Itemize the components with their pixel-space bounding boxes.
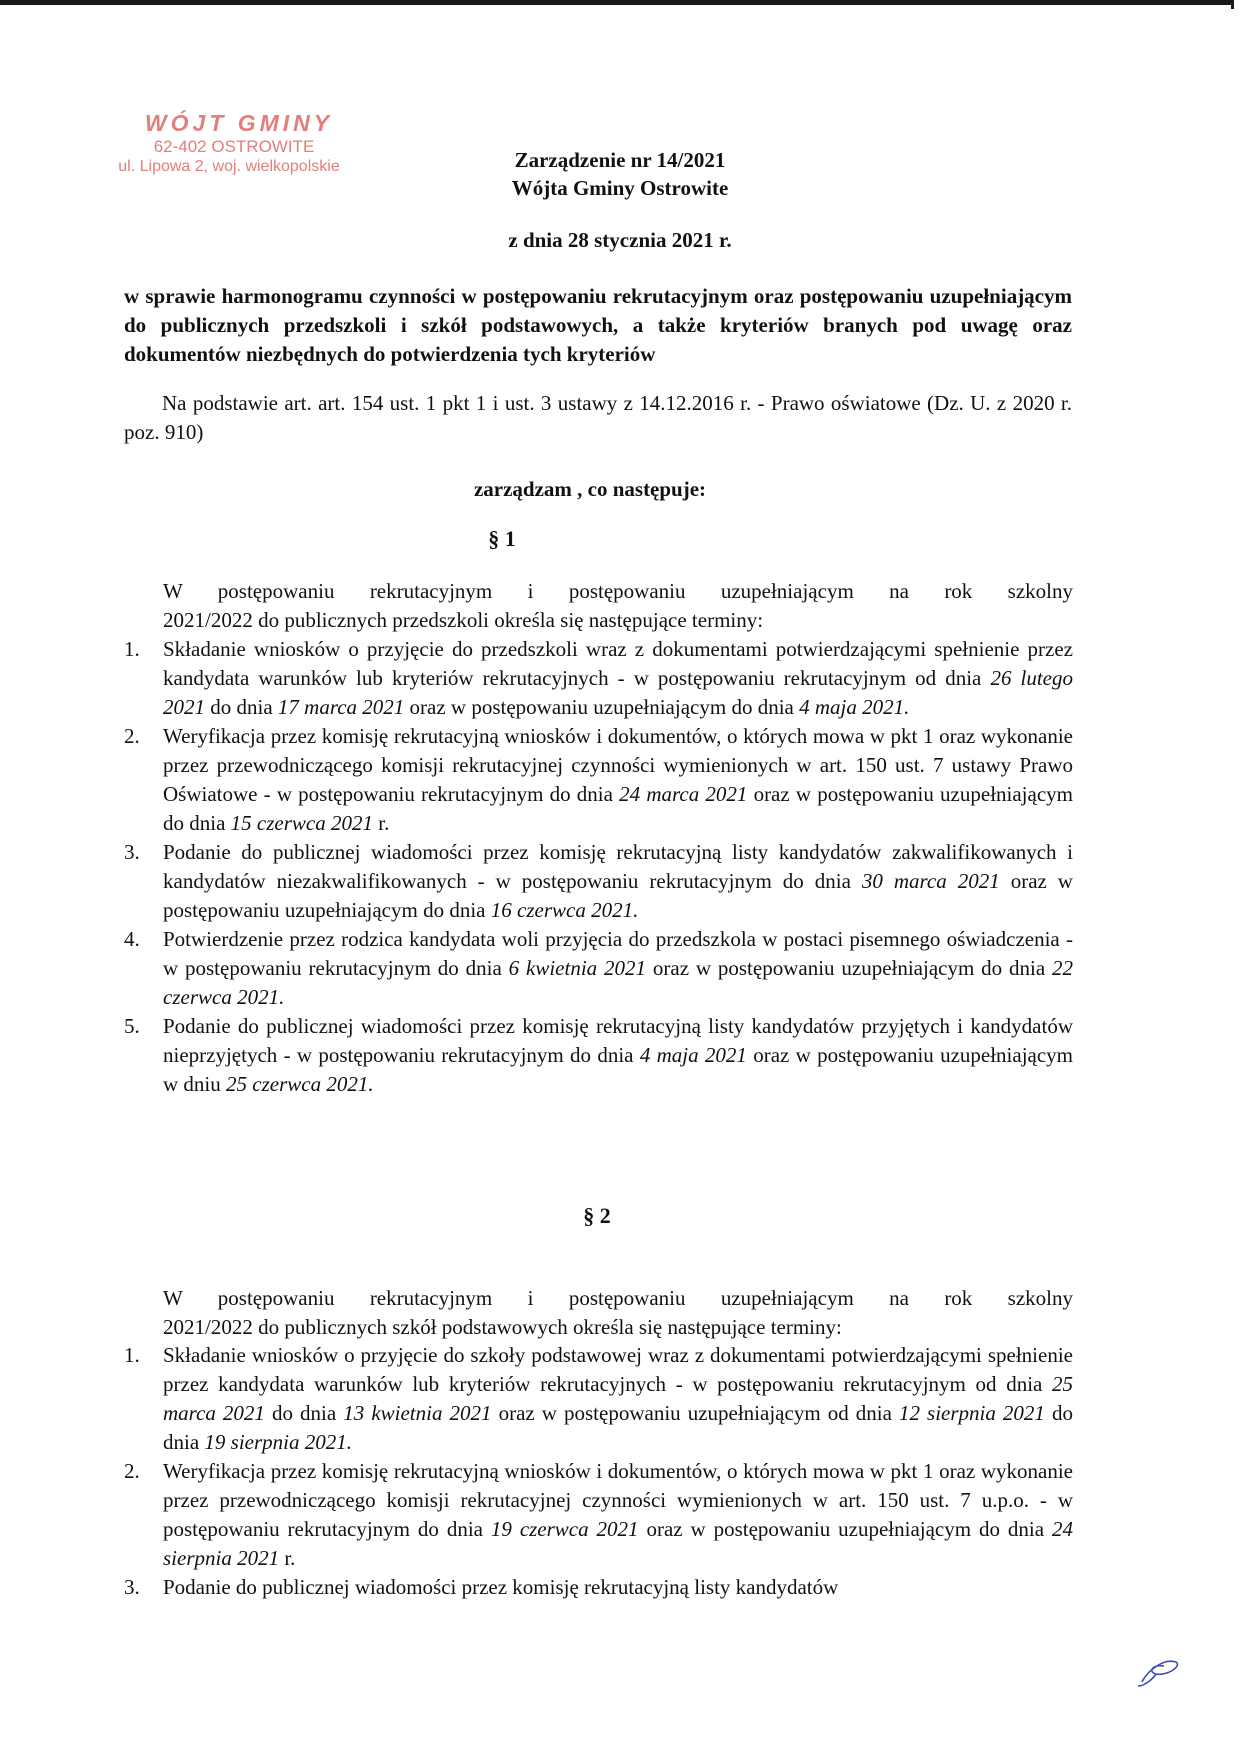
item-text <box>163 840 1073 922</box>
section-2-intro <box>163 1284 1073 1342</box>
item-date: 4 maja 2021. <box>799 695 910 719</box>
initials-mark <box>1134 1652 1184 1692</box>
scan-top-edge-corner <box>1231 0 1234 9</box>
item-text-part: r. <box>372 811 390 835</box>
item-number: 2. <box>124 1459 140 1483</box>
item-text-part: do dnia <box>205 695 278 719</box>
item-number: 4. <box>124 927 140 951</box>
item-text-part: Składanie wniosków o przyjęcie do szkoły podstawowej wraz z dokumentami potwierdzającymi spełnienie przez kandydata warunków lub kryteriów rekrutacyjnych - w postępowaniu rekrutacyjnym od dnia <box>163 1343 1073 1396</box>
item-date: 22 czerwca 2021. <box>163 956 1074 1009</box>
item-text <box>163 1575 838 1599</box>
item-date: 26 lutego 2021 <box>163 666 1073 719</box>
item-text-part: Weryfikacja przez komisję rekrutacyjną wniosków i dokumentów, o których mowa w pkt 1 oraz wykonanie przez przewodniczącego komisji rekrutacyjnej czynności wymienionych w art. 150 ust. 7 u.p.o. - w postępowaniu rekrutacyjnym do dnia <box>163 1459 1073 1541</box>
item-text-part: oraz w postępowaniu uzupełniającym w dniu <box>163 1043 1074 1096</box>
item-text-part: oraz w postępowaniu uzupełniającym do dnia <box>646 956 1053 980</box>
item-text-part: oraz w postępowaniu uzupełniającym do dnia <box>163 782 1073 835</box>
item-number: 3. <box>124 1575 140 1599</box>
item-text-part: do dnia <box>264 1401 344 1425</box>
item-number: 5. <box>124 1014 140 1038</box>
item-number: 1. <box>124 637 140 661</box>
section-2-list <box>124 1341 1073 1602</box>
section-2-item-2 <box>124 1457 1073 1573</box>
item-date: 17 marca 2021 <box>277 695 405 719</box>
item-date: 12 sierpnia 2021 <box>898 1401 1045 1425</box>
section-2-intro-line-1: W postępowaniu rekrutacyjnym i postępowaniu uzupełniającym na rok szkolny <box>163 1286 1073 1310</box>
item-text <box>163 1459 1073 1570</box>
item-text-part: Podanie do publicznej wiadomości przez komisję rekrutacyjną listy kandydatów zakwalifikowanych i kandydatów niezakwalifikowanych - w postępowaniu rekrutacyjnym do dnia <box>163 840 1073 893</box>
section-2-mark: § 2 <box>583 1203 611 1228</box>
item-date: 13 kwietnia 2021 <box>343 1401 492 1425</box>
item-text <box>163 637 1073 719</box>
document-subject: w sprawie harmonogramu czynności w postępowaniu rekrutacyjnym oraz postępowaniu uzupełniającym do publicznych przedszkoli i szkół podstawowych, a także kryteriów branych pod uwagę oraz dokumentów niezbędnych do potwierdzenia tych kryteriów <box>124 284 1072 366</box>
item-text-part: Podanie do publicznej wiadomości przez komisję rekrutacyjną listy kandydatów <box>163 1575 839 1599</box>
item-date: 15 czerwca 2021 <box>230 811 373 835</box>
item-text <box>163 1343 1073 1454</box>
item-date: 19 czerwca 2021 <box>490 1517 639 1541</box>
section-2-item-3 <box>124 1573 1073 1602</box>
title-line-2: Wójta Gminy Ostrowite <box>511 176 729 200</box>
section-1-item-3 <box>124 838 1073 925</box>
document-date: z dnia 28 stycznia 2021 r. <box>508 228 732 252</box>
item-date: 19 sierpnia 2021. <box>204 1430 352 1454</box>
legal-basis: Na podstawie art. art. 154 ust. 1 pkt 1 i ust. 3 ustawy z 14.12.2016 r. - Prawo oświatowe (Dz. U. z 2020 r. poz. 910) <box>124 391 1072 444</box>
item-date: 24 sierpnia 2021 <box>163 1517 1073 1570</box>
item-text-part: Składanie wniosków o przyjęcie do przedszkoli wraz z dokumentami potwierdzającymi spełnienie przez kandydata warunków lub kryteriów rekrutacyjnych - w postępowaniu rekrutacyjnym od dnia <box>163 637 1073 690</box>
item-number: 2. <box>124 724 140 748</box>
item-date: 4 maja 2021 <box>639 1043 747 1067</box>
section-1-item-5 <box>124 1012 1073 1099</box>
item-number: 3. <box>124 840 140 864</box>
stamp-title: WÓJT GMINY <box>144 110 334 136</box>
item-text <box>163 1014 1073 1096</box>
item-date: 25 marca 2021 <box>163 1372 1073 1425</box>
title-line-1: Zarządzenie nr 14/2021 <box>514 148 726 172</box>
section-1-intro-line-1: W postępowaniu rekrutacyjnym i postępowaniu uzupełniającym na rok szkolny <box>163 579 1073 603</box>
item-text-part: r. <box>279 1546 296 1570</box>
decree-phrase: zarządzam , co następuje: <box>473 477 707 501</box>
stamp-address: ul. Lipowa 2, woj. wielkopolskie <box>118 158 340 175</box>
item-text-part: oraz w postępowaniu uzupełniającym do dnia <box>404 695 800 719</box>
item-text-part: Podanie do publicznej wiadomości przez komisję rekrutacyjną listy kandydatów przyjętych i kandydatów nieprzyjętych - w postępowaniu rekrutacyjnym do dnia <box>163 1014 1073 1067</box>
item-date: 30 marca 2021 <box>861 869 1000 893</box>
scan-top-edge <box>0 0 1232 5</box>
item-text <box>163 927 1073 1009</box>
office-stamp <box>94 109 384 177</box>
section-2-intro-line-2: 2021/2022 do publicznych szkół podstawowych określa się następujące terminy: <box>163 1315 842 1339</box>
item-text-part: Weryfikacja przez komisję rekrutacyjną wniosków i dokumentów, o których mowa w pkt 1 oraz wykonanie przez przewodniczącego komisji rekrutacyjnej czynności wymienionych w art. 150 ust. 7 ustawy Prawo Oświatowe - w postępowaniu rekrutacyjnym do dnia <box>163 724 1073 806</box>
item-date: 6 kwietnia 2021 <box>508 956 647 980</box>
document-title <box>440 146 800 202</box>
section-2-item-1 <box>124 1341 1073 1457</box>
item-text-part: oraz w postępowaniu uzupełniającym od dnia <box>491 1401 899 1425</box>
item-date: 16 czerwca 2021. <box>490 898 639 922</box>
item-number: 1. <box>124 1343 140 1367</box>
section-1-item-4 <box>124 925 1073 1012</box>
item-date: 24 marca 2021 <box>619 782 748 806</box>
item-text-part: Potwierdzenie przez rodzica kandydata woli przyjęcia do przedszkola w postaci pisemnego oświadczenia - w postępowaniu rekrutacyjnym do dnia <box>163 927 1073 980</box>
section-1-list <box>124 635 1073 1099</box>
item-text <box>163 724 1073 835</box>
stamp-postal: 62-402 OSTROWITE <box>153 137 315 156</box>
item-text-part: oraz w postępowaniu uzupełniającym do dnia <box>638 1517 1052 1541</box>
section-1-item-1 <box>124 635 1073 722</box>
item-text-part: do dnia <box>163 1401 1073 1454</box>
item-date: 25 czerwca 2021. <box>226 1072 374 1096</box>
item-text-part: oraz w postępowaniu uzupełniającym do dnia <box>163 869 1073 922</box>
section-1-intro <box>163 577 1073 635</box>
section-1-item-2 <box>124 722 1073 838</box>
section-1-mark: § 1 <box>488 526 516 551</box>
section-1-intro-line-2: 2021/2022 do publicznych przedszkoli określa się następujące terminy: <box>163 608 764 632</box>
